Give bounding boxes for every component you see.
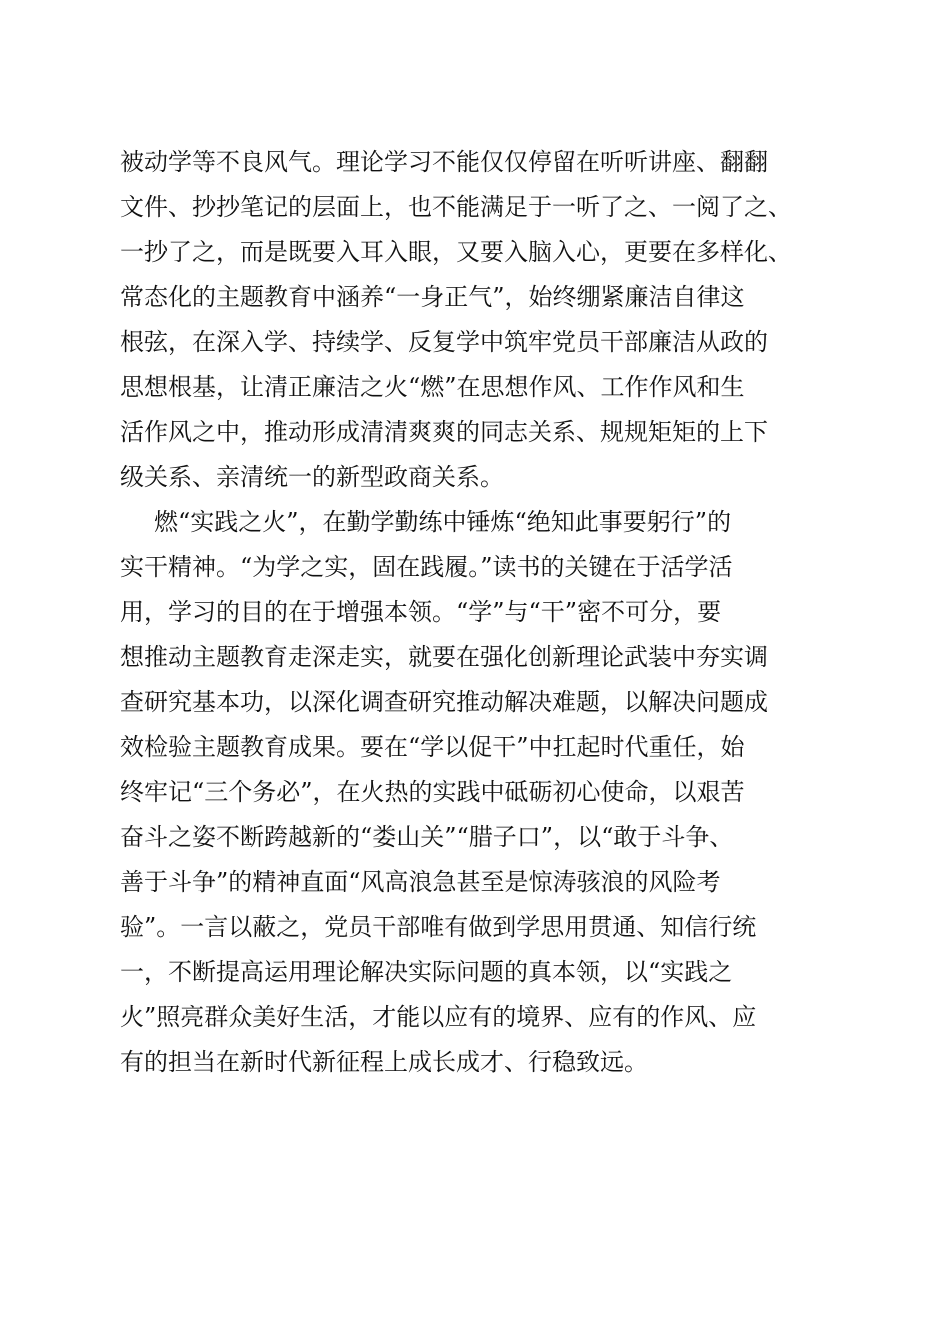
text-line: 一，不断提高运用理论解决实际问题的真本领，以“实践之 — [120, 958, 733, 986]
body-text — [120, 140, 840, 1085]
text-line: 有的担当在新时代新征程上成长成才、行稳致远。 — [120, 1048, 648, 1076]
text-line: 实干精神。“为学之实，固在践履。”读书的关键在于活学活 — [120, 553, 733, 581]
text-line: 文件、抄抄笔记的层面上，也不能满足于一听了之、一阅了之、 — [120, 193, 792, 221]
text-line: 奋斗之姿不断跨越新的“娄山关”“腊子口”，以“敢于斗争、 — [120, 823, 734, 851]
text-line: 被动学等不良风气。理论学习不能仅仅停留在听听讲座、翻翻 — [120, 148, 768, 176]
text-line: 思想根基，让清正廉洁之火“燃”在思想作风、工作作风和生 — [120, 373, 745, 401]
text-line: 根弦，在深入学、持续学、反复学中筑牢党员干部廉洁从政的 — [120, 328, 768, 356]
paragraph-2 — [120, 500, 840, 1085]
text-line: 常态化的主题教育中涵养“一身正气”，始终绷紧廉洁自律这 — [120, 283, 745, 311]
text-line: 善于斗争”的精神直面“风高浪急甚至是惊涛骇浪的风险考 — [120, 868, 721, 896]
text-line: 效检验主题教育成果。要在“学以促干”中扛起时代重任，始 — [120, 733, 745, 761]
text-line: 一抄了之，而是既要入耳入眼，又要入脑入心，更要在多样化、 — [120, 238, 792, 266]
text-line: 活作风之中，推动形成清清爽爽的同志关系、规规矩矩的上下 — [120, 418, 768, 446]
paragraph-1 — [120, 140, 840, 500]
text-line: 想推动主题教育走深走实，就要在强化创新理论武装中夯实调 — [120, 643, 768, 671]
text-line: 终牢记“三个务必”，在火热的实践中砥砺初心使命，以艰苦 — [120, 778, 745, 806]
text-line: 用，学习的目的在于增强本领。“学”与“干”密不可分，要 — [120, 598, 722, 626]
text-line: 验”。一言以蔽之，党员干部唯有做到学思用贯通、知信行统 — [120, 913, 757, 941]
text-line: 火”照亮群众美好生活，才能以应有的境界、应有的作风、应 — [120, 1003, 757, 1031]
text-line: 燃“实践之火”，在勤学勤练中锤炼“绝知此事要躬行”的 — [154, 508, 732, 536]
text-line: 级关系、亲清统一的新型政商关系。 — [120, 463, 504, 491]
text-line: 查研究基本功，以深化调查研究推动解决难题，以解决问题成 — [120, 688, 768, 716]
